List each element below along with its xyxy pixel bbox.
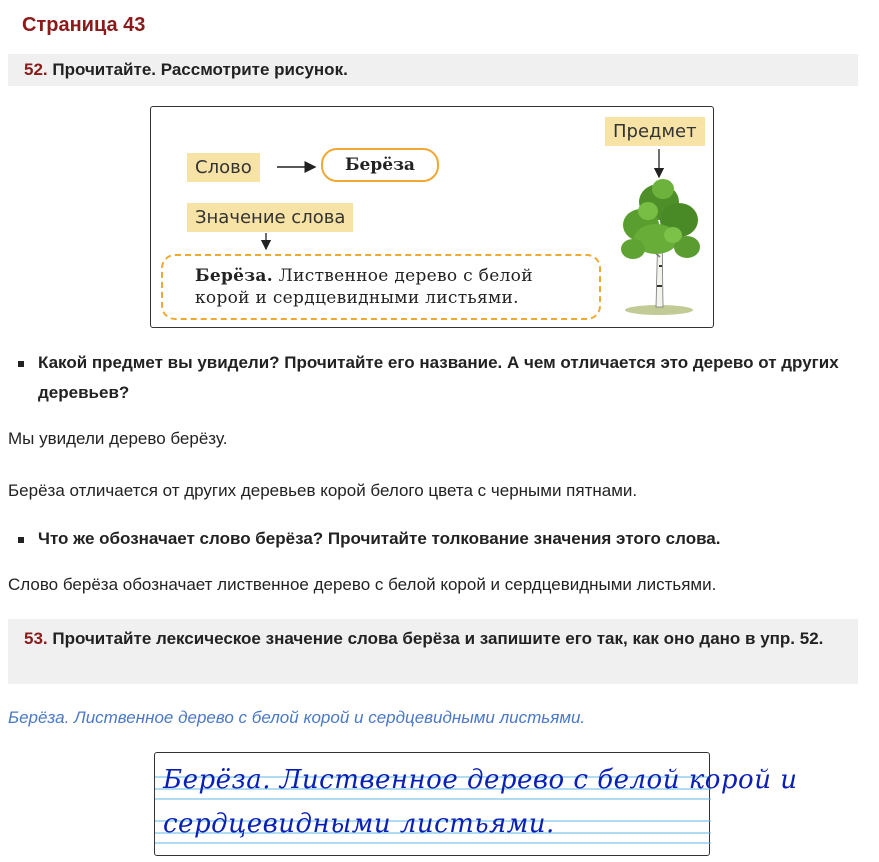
task-53-header [8,619,858,684]
question-1: Какой предмет вы увидели? Прочитайте его название. А чем отличается это дерево от других деревьев? [18,348,868,408]
label-meaning: Значение слова [187,203,353,232]
handwriting-copybook [154,752,798,856]
task-number: 52. [24,60,48,79]
answer-1a: Мы увидели дерево берёзу. [8,429,228,448]
definition-head: Берёза. [195,266,273,286]
handwriting-line-1: Берёза. Лиственное дерево с белой корой и [163,765,798,795]
answer-1b: Берёза отличается от других деревьев корой белого цвета с черными пятнами. [8,481,638,500]
task-number: 53. [24,629,48,648]
page-title: Страница 43 [22,14,146,36]
word-box: Берёза [321,148,439,182]
label-object: Предмет [605,117,705,146]
answer-53-typed: Берёза. Лиственное дерево с белой корой и сердцевидными листьями. [8,708,586,727]
task-text: Прочитайте. Рассмотрите рисунок. [52,60,348,79]
question-2: Что же обозначает слово берёза? Прочитайте толкование значения этого слова. [18,524,868,554]
definition-text: Лиственное дерево с белой корой и сердцевидными листьями. [195,266,533,308]
definition-box [161,254,601,320]
label-word: Слово [187,153,260,182]
task-52-header [8,54,858,86]
task-text: Прочитайте лексическое значение слова берёза и запишите его так, как оно дано в упр. 52. [52,629,824,648]
handwriting-line-2: сердцевидными листьями. [163,809,555,839]
answer-2: Слово берёза обозначает лиственное дерево с белой корой и сердцевидными листьями. [8,575,717,594]
word-meaning-figure [150,106,714,328]
birch-tree-icon [621,179,700,315]
